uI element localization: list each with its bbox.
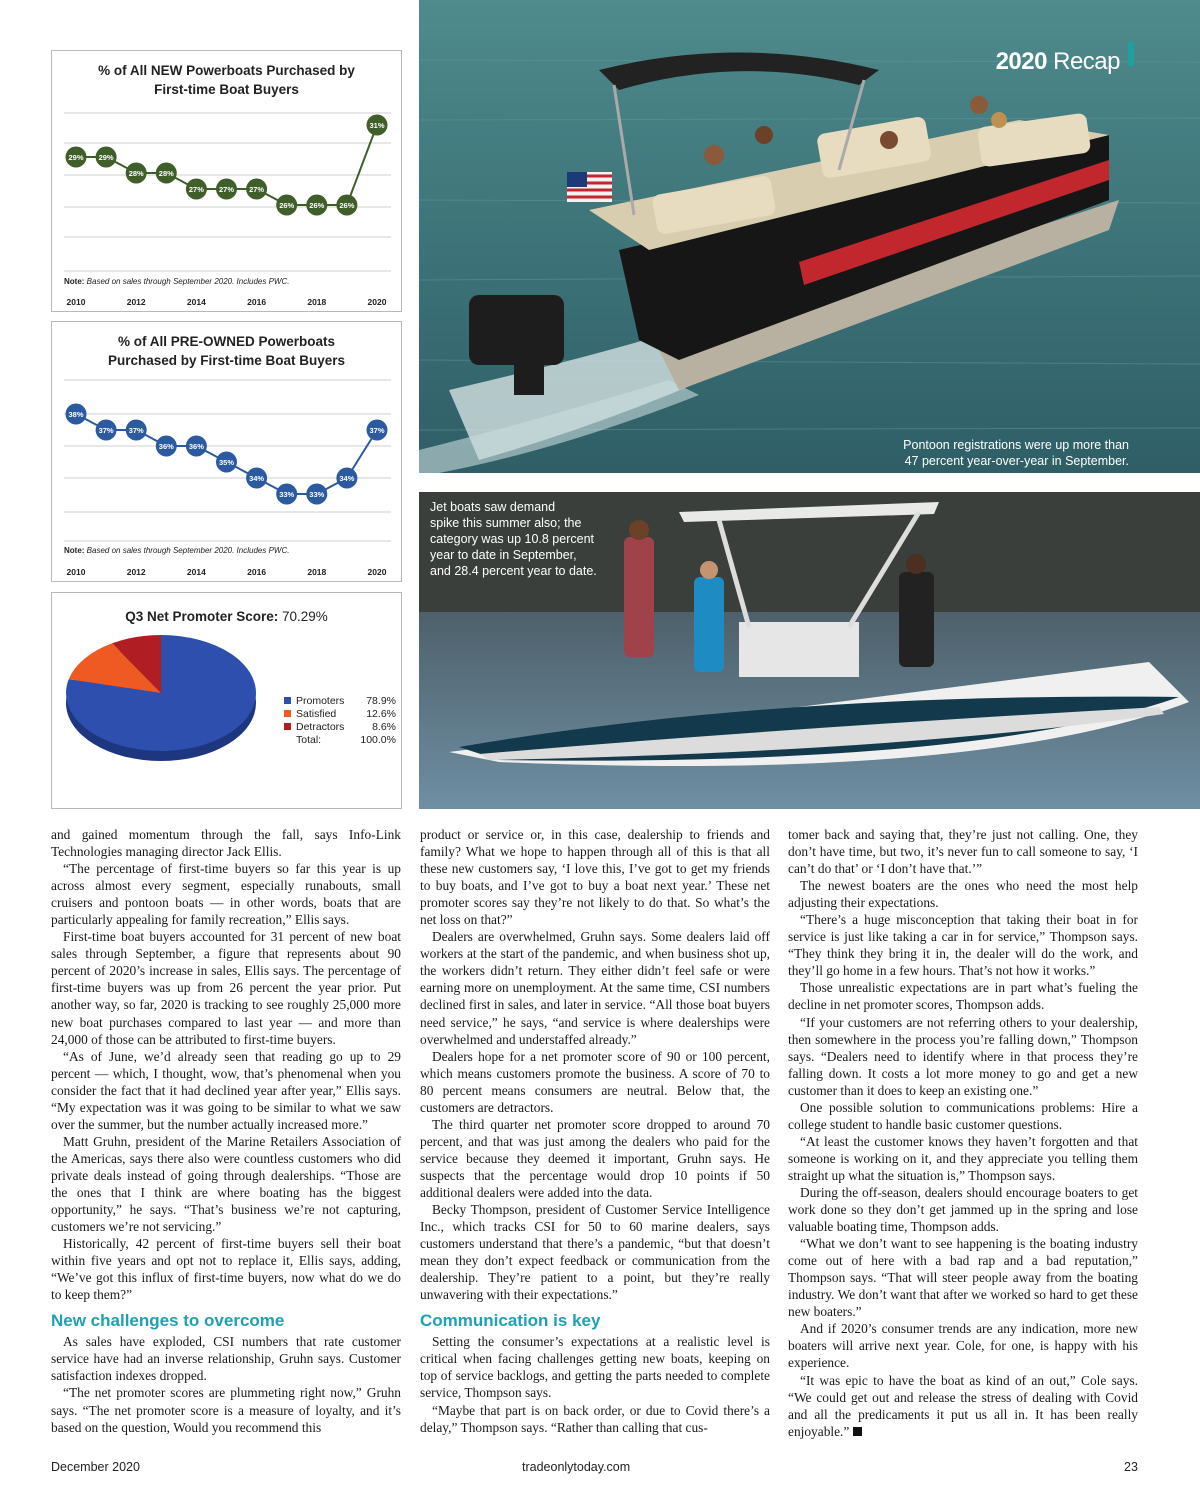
- article-column-3: [788, 826, 1138, 1440]
- recap-accent-bar: [1128, 42, 1134, 66]
- chart-preowned-boats: [51, 321, 402, 582]
- paragraph: “Maybe that part is on back order, or due to Covid there’s a delay,” Thompson says. “Rather than calling that cus-: [420, 1402, 770, 1435]
- data-label: 33%: [309, 490, 325, 499]
- chart-new-boats: [51, 50, 402, 312]
- footer-date: December 2020: [51, 1460, 140, 1474]
- paragraph: Setting the consumer’s expectations at a realistic level is critical when facing challenges getting new boats, keeping on top of service backlogs, and getting the parts needed to complete service, Thompson says.: [420, 1334, 770, 1401]
- x-tick-label: 2016: [247, 297, 267, 307]
- data-label: 33%: [279, 490, 295, 499]
- legend-swatch: [284, 723, 291, 730]
- data-label: 29%: [68, 153, 84, 162]
- x-tick-label: 2010: [66, 297, 86, 307]
- paragraph: Historically, 42 percent of first-time buyers sell their boat within five years and opt not to replace it, Ellis says, adding, “We’ve got this influx of first-time buyers, now what do we do to keep them?”: [51, 1236, 401, 1303]
- x-tick-label: 2012: [126, 297, 146, 307]
- legend-item: [284, 720, 396, 733]
- paragraph: Dealers hope for a net promoter score of 90 or 100 percent, which means customers promote the business. A score of 70 to 80 percent means consumers are neutral. Below that, the customers are detractors.: [420, 1048, 770, 1115]
- pontoon-caption: Pontoon registrations were up more than 47 percent year-over-year in September.: [903, 438, 1129, 468]
- paragraph: As sales have exploded, CSI numbers that rate customer service have had an inverse relationship, Gruhn says. Customer satisfaction indexes dropped.: [51, 1334, 401, 1384]
- pontoon-boat-photo: [419, 0, 1200, 473]
- legend-label: Detractors: [296, 720, 345, 733]
- paragraph: “There’s a huge misconception that taking their boat in for service is just like taking a car in for service,” Thompson says. “They think they bring it in, the dealer will do the work, and they’ll go home in a few hours. That’s not how it works.”: [788, 912, 1138, 979]
- paragraph: Those unrealistic expectations are in part what’s fueling the decline in net promoter scores, Thompson adds.: [788, 980, 1138, 1013]
- data-label: 36%: [158, 442, 174, 451]
- data-label: 37%: [369, 426, 385, 435]
- legend-value: 100.0%: [360, 733, 396, 746]
- chart-preowned-boats-plot: [52, 322, 403, 583]
- footer-site: tradeonlytoday.com: [522, 1460, 631, 1474]
- data-label: 37%: [128, 426, 144, 435]
- data-label: 27%: [218, 185, 235, 194]
- chart-new-boats-note: Note: Based on sales through September 2020. Includes PWC.: [64, 277, 290, 286]
- x-tick-label: 2014: [186, 567, 206, 577]
- chart-nps-title: Q3 Net Promoter Score: 70.29%: [125, 609, 328, 624]
- legend-swatch: [284, 736, 291, 743]
- chart-nps: [51, 592, 402, 809]
- x-tick-label: 2012: [126, 567, 146, 577]
- legend-item: [284, 694, 396, 707]
- data-label: 26%: [309, 201, 325, 210]
- paragraph: “The percentage of first-time buyers so far this year is up across almost every segment, especially runabouts, small cruisers and pontoon boats — in other words, boats that are particularly appealing for family recreation,” Ellis says.: [51, 861, 401, 928]
- legend-value: 78.9%: [366, 694, 396, 707]
- data-label: 36%: [188, 442, 204, 451]
- paragraph: And if 2020’s consumer trends are any indication, more new boaters will arrive next year. Cole, for one, is happy with his experience.: [788, 1321, 1138, 1371]
- article-column-1: [51, 826, 401, 1436]
- x-tick-label: 2018: [307, 567, 327, 577]
- footer-page-number: 23: [1124, 1460, 1138, 1474]
- legend-item: [284, 733, 396, 746]
- article-column-2: [420, 826, 770, 1436]
- legend-label: Promoters: [296, 694, 345, 707]
- data-label: 27%: [188, 185, 204, 194]
- x-tick-label: 2020: [367, 567, 387, 577]
- legend-value: 8.6%: [372, 720, 396, 733]
- chart-nps-legend: [284, 694, 396, 746]
- data-label: 29%: [98, 153, 114, 162]
- jet-boat-photo: [419, 492, 1200, 809]
- paragraph-final: “It was epic to have the boat as kind of an out,” Cole says. “We could get out and release the stress of dealing with Covid and all the predicaments it put us all in. It has been really enjoyable.”: [788, 1372, 1138, 1439]
- data-label: 28%: [128, 169, 144, 178]
- paragraph: “At least the customer knows they haven’t forgotten and that someone is working on it, and they appreciate you telling them straight up what the situation is,” Thompson says.: [788, 1133, 1138, 1183]
- data-label: 26%: [339, 201, 355, 210]
- paragraph: product or service or, in this case, dealership to friends and family? What we hope to happen through all of this is that all these new customers say, ‘I love this, I’ve got to get my friends to buy boats, and I’ve got to buy a boat next year.’ These net promoter scores say they’re not likely to do that. So what’s the net loss on that?”: [420, 827, 770, 928]
- x-tick-label: 2018: [307, 297, 327, 307]
- subheading: Communication is key: [420, 1311, 601, 1331]
- paragraph: Becky Thompson, president of Customer Service Intelligence Inc., which tracks CSI for 50 to 60 marine dealers, says customers understand that there’s a pandemic, “but that doesn’t mean they don’t expect feedback or communication from the dealership. They’re patient to a point, but they’re really unwavering with their expectations.”: [420, 1202, 770, 1303]
- paragraph: Dealers are overwhelmed, Gruhn says. Some dealers laid off workers at the start of the pandemic, and when business shot up, the workers didn’t return. They either didn’t feel safe or were earning more on unemployment. At the same time, CSI numbers declined first in sales, and later in service. “All those boat buyers need service,” he says, “and service is where dealerships were overwhelmed and understaffed already.”: [420, 929, 770, 1047]
- legend-label: Satisfied: [296, 707, 337, 720]
- data-label: 31%: [369, 121, 385, 130]
- legend-swatch: [284, 697, 291, 704]
- section-label: 2020 Recap: [995, 48, 1120, 75]
- data-label: 38%: [68, 410, 84, 419]
- paragraph: Matt Gruhn, president of the Marine Retailers Association of the Americas, says there also were countless customers who did private deals instead of going through dealerships. “Those are the ones that I think are where boating has the biggest opportunity,” he says. “That’s business we’re not capturing, customers we’re not servicing.”: [51, 1133, 401, 1235]
- chart-preowned-boats-title: % of All PRE-OWNED Powerboats Purchased by First-time Boat Buyers: [107, 334, 346, 368]
- x-tick-label: 2010: [66, 567, 86, 577]
- x-tick-label: 2014: [186, 297, 206, 307]
- paragraph: “As of June, we’d already seen that reading go up to 29 percent — which, I thought, wow, that’s phenomenal when you consider the fact that it had declined year after year,” Ellis says. “My expectation was it was going to be similar to what we saw over the summer, but the number actually increased more.”: [51, 1048, 401, 1132]
- chart-new-boats-title: % of All NEW Powerboats Purchased by First-time Boat Buyers: [98, 63, 355, 97]
- subheading: New challenges to overcome: [51, 1311, 285, 1331]
- chart-preowned-boats-note: Note: Based on sales through September 2020. Includes PWC.: [64, 546, 290, 555]
- data-label: 26%: [279, 201, 295, 210]
- paragraph: During the off-season, dealers should encourage boaters to get work done so they don’t get jammed up in the spring and lose valuable boating time, Thompson adds.: [788, 1184, 1138, 1235]
- paragraph: “The net promoter scores are plummeting right now,” Gruhn says. “The net promoter score is a measure of loyalty, and it’s based on the question, Would you recommend this: [51, 1385, 401, 1435]
- x-tick-label: 2016: [247, 567, 267, 577]
- data-label: 28%: [158, 169, 174, 178]
- data-label: 27%: [249, 185, 265, 194]
- paragraph: “If your customers are not referring others to your dealership, then somewhere in the process you’re falling down,” Thompson says. “Dealers need to identify where in that process they’re falling down. It costs a lot more money to go and get a new customer than it does to keep an existing one.”: [788, 1014, 1138, 1098]
- paragraph: and gained momentum through the fall, says Info-Link Technologies managing director Jack Ellis.: [51, 827, 401, 860]
- data-label: 34%: [339, 474, 355, 483]
- legend-label: Total:: [296, 733, 322, 746]
- data-label: 34%: [249, 474, 265, 483]
- paragraph: One possible solution to communications problems: Hire a college student to handle basic customer questions.: [788, 1099, 1138, 1132]
- data-label: 35%: [218, 458, 235, 467]
- data-label: 37%: [98, 426, 114, 435]
- paragraph: First-time boat buyers accounted for 31 percent of new boat sales through September, a figure that represents about 90 percent of 2020’s increase in sales, Ellis says. The percentage of first-time buyers was up from 26 percent the year prior. Put another way, so far, 2020 is tracking to see roughly 25,000 more new boat purchases compared to last year — and more than 24,000 of those can be attributed to first-time buyers.: [51, 929, 401, 1047]
- legend-item: [284, 707, 396, 720]
- legend-value: 12.6%: [366, 707, 396, 720]
- paragraph: “What we don’t want to see happening is the boating industry come out of here with a bad rap and a bad reputation,” Thompson says. “That will steer people away from the boating industry. We don’t want that after we worked so hard to get these new boaters.”: [788, 1236, 1138, 1320]
- x-tick-label: 2020: [367, 297, 387, 307]
- paragraph: The newest boaters are the ones who need the most help adjusting their expectations.: [788, 878, 1138, 911]
- jet-boat-caption: Jet boats saw demand spike this summer also; the category was up 10.8 percent year to date in September, and 28.4 percent year to date.: [430, 500, 597, 578]
- end-mark-icon: [853, 1427, 862, 1436]
- paragraph: The third quarter net promoter score dropped to around 70 percent, and that was just among the dealers who paid for the service because they deemed it important, Gruhn says. He suspects that the percentage would drop 10 points if 50 additional dealers were added into the data.: [420, 1116, 770, 1200]
- chart-new-boats-plot: [52, 51, 403, 313]
- paragraph: tomer back and saying that, they’re just not calling. One, they don’t have time, but two, it’s never fun to call someone to say, ‘I can’t do that’ or ‘I don’t have that.’”: [788, 827, 1138, 877]
- legend-swatch: [284, 710, 291, 717]
